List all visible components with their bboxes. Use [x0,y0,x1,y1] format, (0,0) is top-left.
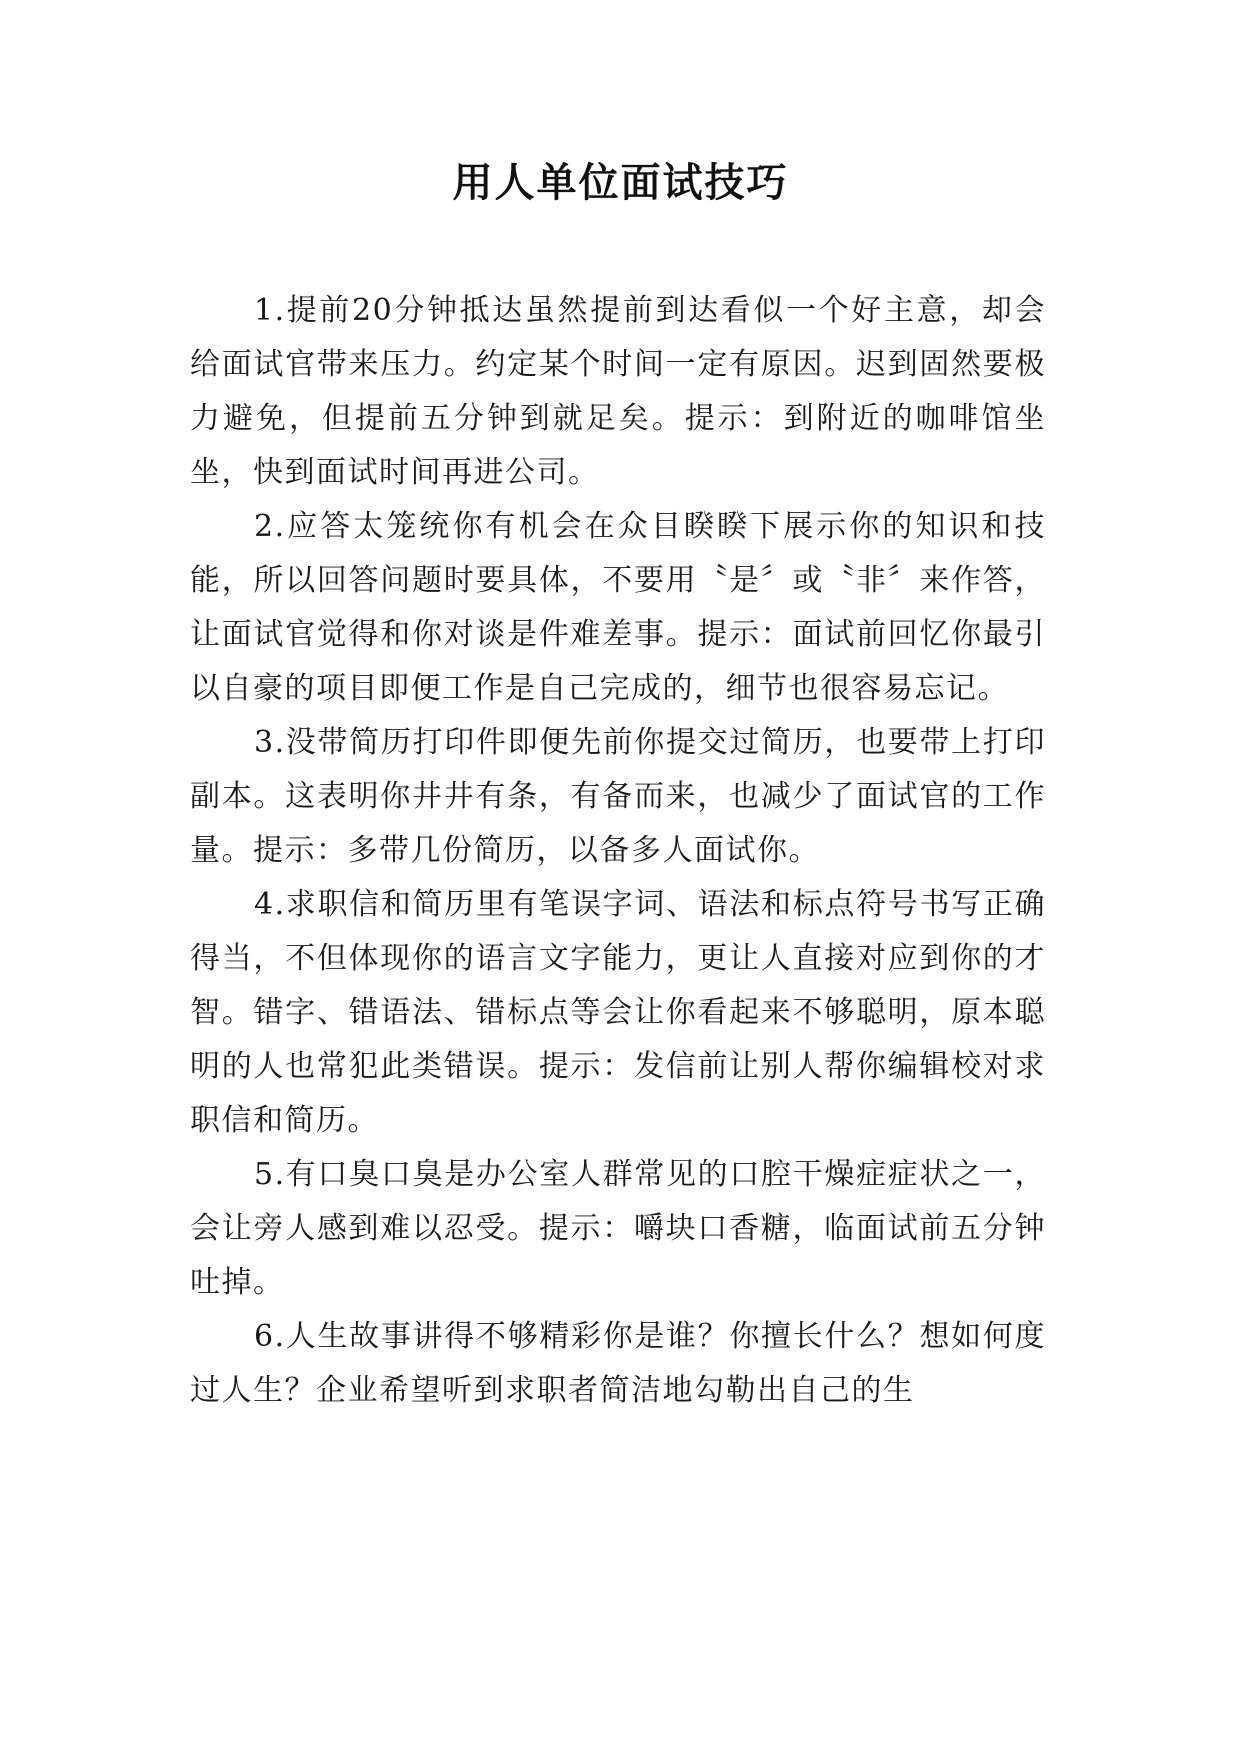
paragraph-4: 4.求职信和简历里有笔误字词、语法和标点符号书写正确得当，不但体现你的语言文字能力，更让人直接对应到你的才智。错字、错语法、错标点等会让你看起来不够聪明，原本聪明的人也常犯此类错误。提示：发信前让别人帮你编辑校对求职信和简历。 [190,887,1046,1138]
document-title: 用人单位面试技巧 [452,160,789,206]
paragraph-3: 3.没带简历打印件即便先前你提交过简历，也要带上打印副本。这表明你井井有条，有备而来，也减少了面试官的工作量。提示：多带几份简历，以备多人面试你。 [190,725,1046,868]
paragraph-6: 6.人生故事讲得不够精彩你是谁？你擅长什么？想如何度过人生？企业希望听到求职者简洁地勾勒出自己的生 [190,1319,1046,1408]
document-body [190,284,1046,1418]
paragraph-2: 2.应答太笼统你有机会在众目睽睽下展示你的知识和技能，所以回答问题时要具体，不要用〝是〞或〝非〞来作答，让面试官觉得和你对谈是件难差事。提示：面试前回忆你最引以自豪的项目即便工作是自己完成的，细节也很容易忘记。 [190,509,1046,706]
paragraph-1: 1.提前20分钟抵达虽然提前到达看似一个好主意，却会给面试官带来压力。约定某个时间一定有原因。迟到固然要极力避免，但提前五分钟到就足矣。提示：到附近的咖啡馆坐坐，快到面试时间再进公司。 [190,293,1046,490]
paragraph-5: 5.有口臭口臭是办公室人群常见的口腔干燥症症状之一，会让旁人感到难以忍受。提示：嚼块口香糖，临面试前五分钟吐掉。 [190,1157,1046,1300]
